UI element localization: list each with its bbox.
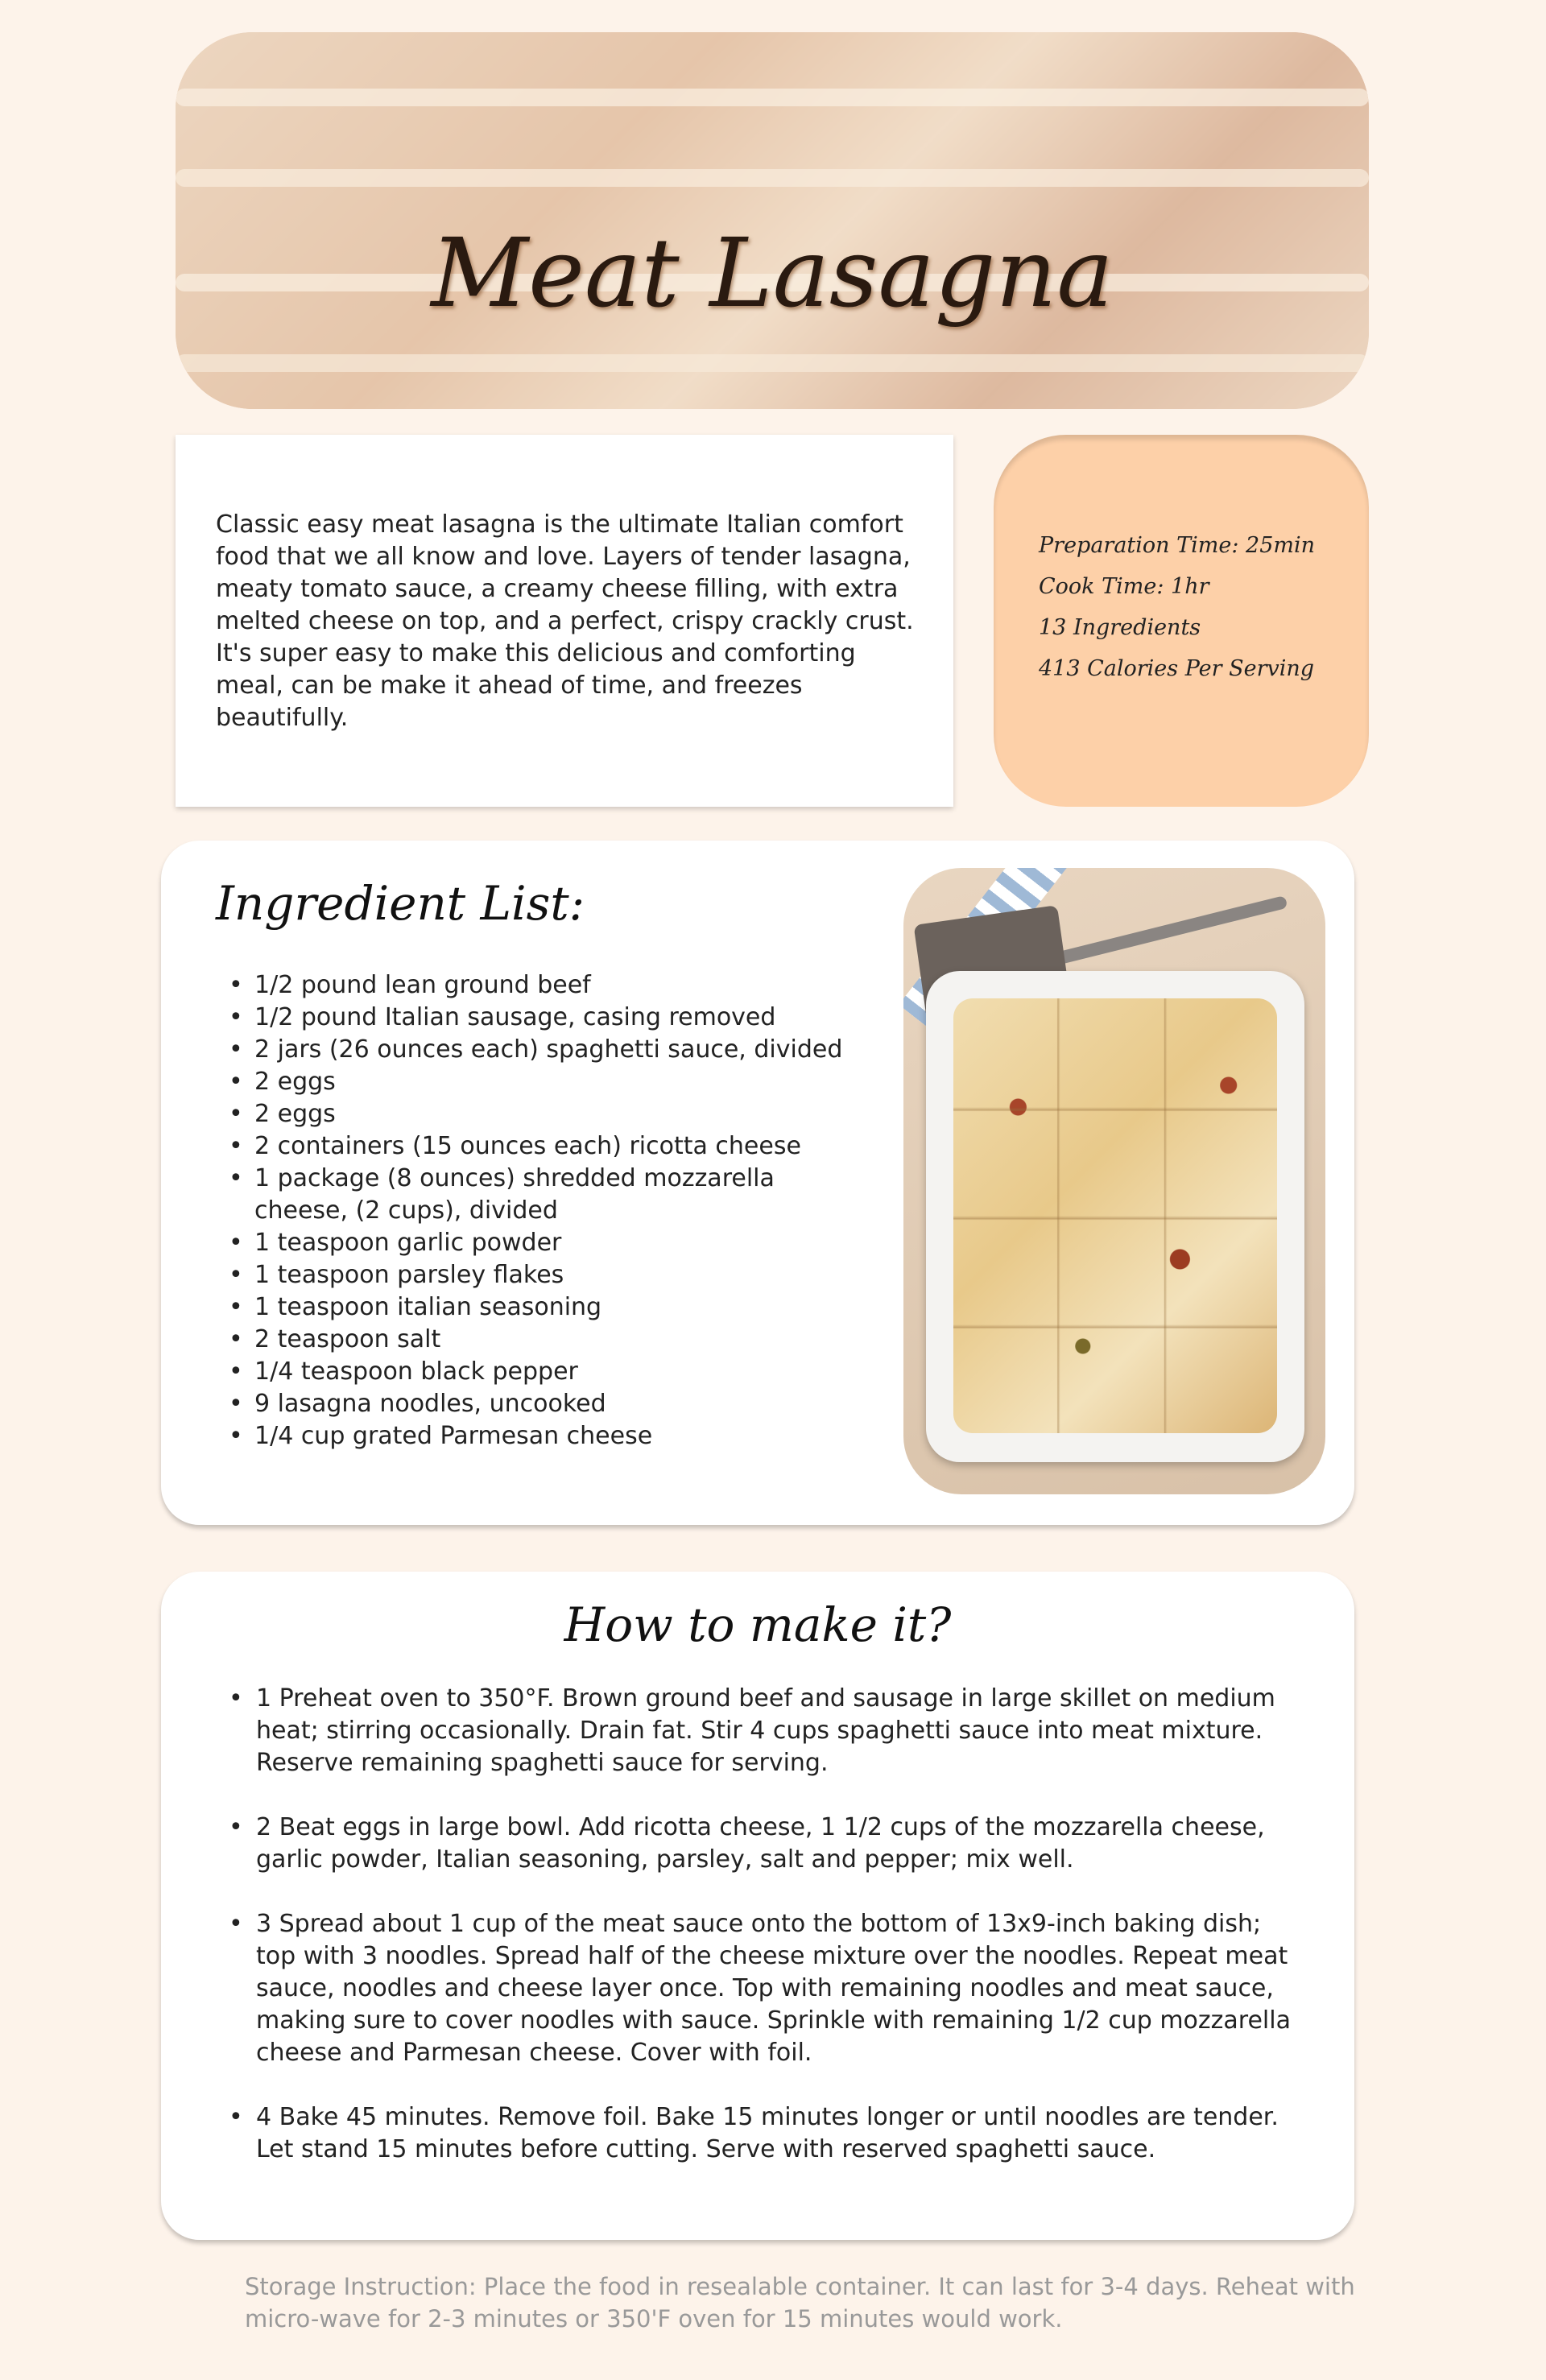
- list-item: • 1/4 cup grated Parmesan cheese: [217, 1420, 1007, 1452]
- step-item: • 3 Spread about 1 cup of the meat sauce onto the bottom of 13x9-inch baking dish; top with 3 noodles. Spread half of the cheese mixture over the noodles. Repeat meat sauce, noodles and cheese layer once. Top with remaining noodles and meat sauce, making sure to cover noodles with sauce. Sprinkle with remaining 1/2 cup mozzarella cheese and Parmesan cheese. Cover with foil.: [229, 1908, 1308, 2069]
- ingredients-title: Ingredient List:: [216, 876, 585, 931]
- prep-time: Preparation Time: 25min: [1039, 533, 1316, 558]
- ingredient-list: [217, 969, 1007, 1452]
- lasagna-dish-photo: [903, 868, 1325, 1494]
- description-card: [176, 435, 953, 807]
- spatula-handle: [1051, 895, 1288, 966]
- cook-time: Cook Time: 1hr: [1039, 574, 1209, 599]
- instructions-card: [161, 1572, 1354, 2240]
- hero-banner: [176, 32, 1369, 409]
- list-item: • 1 teaspoon garlic powder: [217, 1227, 1007, 1259]
- step-item: • 1 Preheat oven to 350°F. Brown ground beef and sausage in large skillet on medium heat; stirring occasionally. Drain fat. Stir 4 cups spaghetti sauce into meat mixture. Reserve remaining spaghetti sauce for serving.: [229, 1683, 1308, 1779]
- recipe-facts-card: [994, 435, 1369, 807]
- list-item: • 1 teaspoon parsley flakes: [217, 1259, 1007, 1291]
- list-item: • 1/4 teaspoon black pepper: [217, 1356, 1007, 1388]
- step-list: [229, 1683, 1308, 2198]
- description-text: Classic easy meat lasagna is the ultimate Italian comfort food that we all know and love. Layers of tender lasagna, meaty tomato sauce, a creamy cheese filling, with extra melted cheese on top, and a perfect, crispy crackly crust. It's super easy to make this delicious and comforting meal, can be make it ahead of time, and freezes beautifully.: [216, 510, 914, 732]
- step-item: • 4 Bake 45 minutes. Remove foil. Bake 15 minutes longer or until noodles are tender. Let stand 15 minutes before cutting. Serve with reserved spaghetti sauce.: [229, 2101, 1308, 2166]
- list-item: • 2 jars (26 ounces each) spaghetti sauce, divided: [217, 1034, 1007, 1066]
- step-item: • 2 Beat eggs in large bowl. Add ricotta cheese, 1 1/2 cups of the mozzarella cheese, garlic powder, Italian seasoning, parsley, salt and pepper; mix well.: [229, 1812, 1308, 1876]
- list-item: • 2 eggs: [217, 1098, 1007, 1130]
- list-item: • 2 teaspoon salt: [217, 1324, 1007, 1356]
- list-item: • 1 package (8 ounces) shredded mozzarella cheese, (2 cups), divided: [217, 1163, 802, 1227]
- storage-instruction: Storage Instruction: Place the food in resealable container. It can last for 3-4 days. Reheat with micro-wave for 2-3 minutes or 350'F oven for 15 minutes would work.: [245, 2273, 1355, 2332]
- calories: 413 Calories Per Serving: [1039, 656, 1315, 681]
- ingredient-count: 13 Ingredients: [1039, 615, 1201, 640]
- ingredients-card: [161, 841, 1354, 1525]
- list-item: • 9 lasagna noodles, uncooked: [217, 1388, 1007, 1420]
- instructions-title: How to make it?: [564, 1597, 952, 1652]
- list-item: • 1 teaspoon italian seasoning: [217, 1291, 1007, 1324]
- list-item: • 2 eggs: [217, 1066, 1007, 1098]
- page-title: Meat Lasagna: [431, 217, 1114, 328]
- list-item: • 2 containers (15 ounces each) ricotta cheese: [217, 1130, 1007, 1163]
- list-item: • 1/2 pound Italian sausage, casing removed: [217, 1002, 1007, 1034]
- cut-lines: [953, 998, 1277, 1433]
- list-item: • 1/2 pound lean ground beef: [217, 969, 1007, 1002]
